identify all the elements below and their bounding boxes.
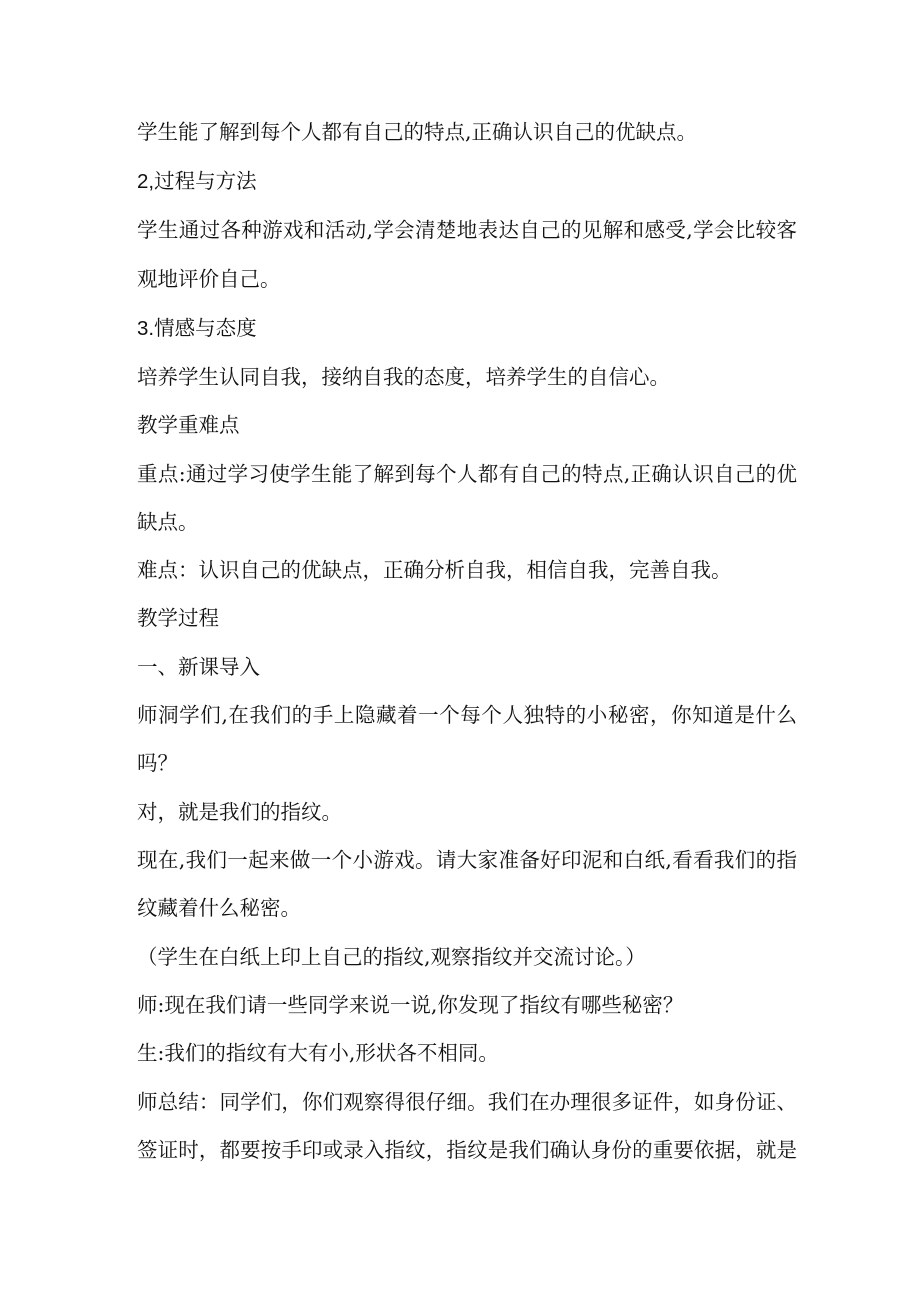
heading-new-lesson-intro: 一、新课导入 [137,655,260,679]
text-line-6: 培养学生认同自我，接纳自我的态度，培养学生的自信心。 [137,365,670,389]
section-heading-emotion-and-attitude: 3.情感与态度 [137,317,257,340]
text-line-10: 难点：认识自己的优缺点，正确分析自我，相信自我，完善自我。 [137,558,732,582]
text-line-17: 纹藏着什么秘密。 [137,896,301,920]
text-line-22: 签证时，都要按手印或录入指纹，指纹是我们确认身份的重要依据，就是 [137,1138,797,1162]
text-line-19: 师:现在我们请一些同学来说一说,你发现了指纹有哪些秘密？ [137,993,684,1017]
text-line-4: 观地评价自己。 [137,267,281,291]
section-heading-process-and-method: 2,过程与方法 [137,170,257,193]
text-line-3: 学生通过各种游戏和活动,学会清楚地表达自己的见解和感受,学会比较客 [137,218,797,242]
text-line-20: 生:我们的指纹有大有小,形状各不相同。 [137,1041,499,1065]
heading-teaching-key-points: 教学重难点 [137,413,240,437]
heading-teaching-process: 教学过程 [137,606,219,630]
text-line-14: 吗？ [137,751,178,775]
text-line-9: 缺点。 [137,510,199,534]
text-line-8: 重点:通过学习使学生能了解到每个人都有自己的特点,正确认识自己的优 [137,462,797,486]
text-line-13: 师洞学们,在我们的手上隐藏着一个每个人独特的小秘密，你知道是什么 [137,703,797,727]
text-line-21: 师总结：同学们，你们观察得很仔细。我们在办理很多证件，如身份证、 [137,1090,797,1114]
text-line-1: 学生能了解到每个人都有自己的特点,正确认识自己的优缺点。 [137,120,698,144]
text-line-16: 现在,我们一起来做一个小游戏。请大家准备好印泥和白纸,看看我们的指 [137,848,797,872]
text-line-18: （学生在白纸上印上自己的指纹,观察指纹并交流讨论。） [137,945,646,969]
text-line-15: 对，就是我们的指纹。 [137,800,342,824]
